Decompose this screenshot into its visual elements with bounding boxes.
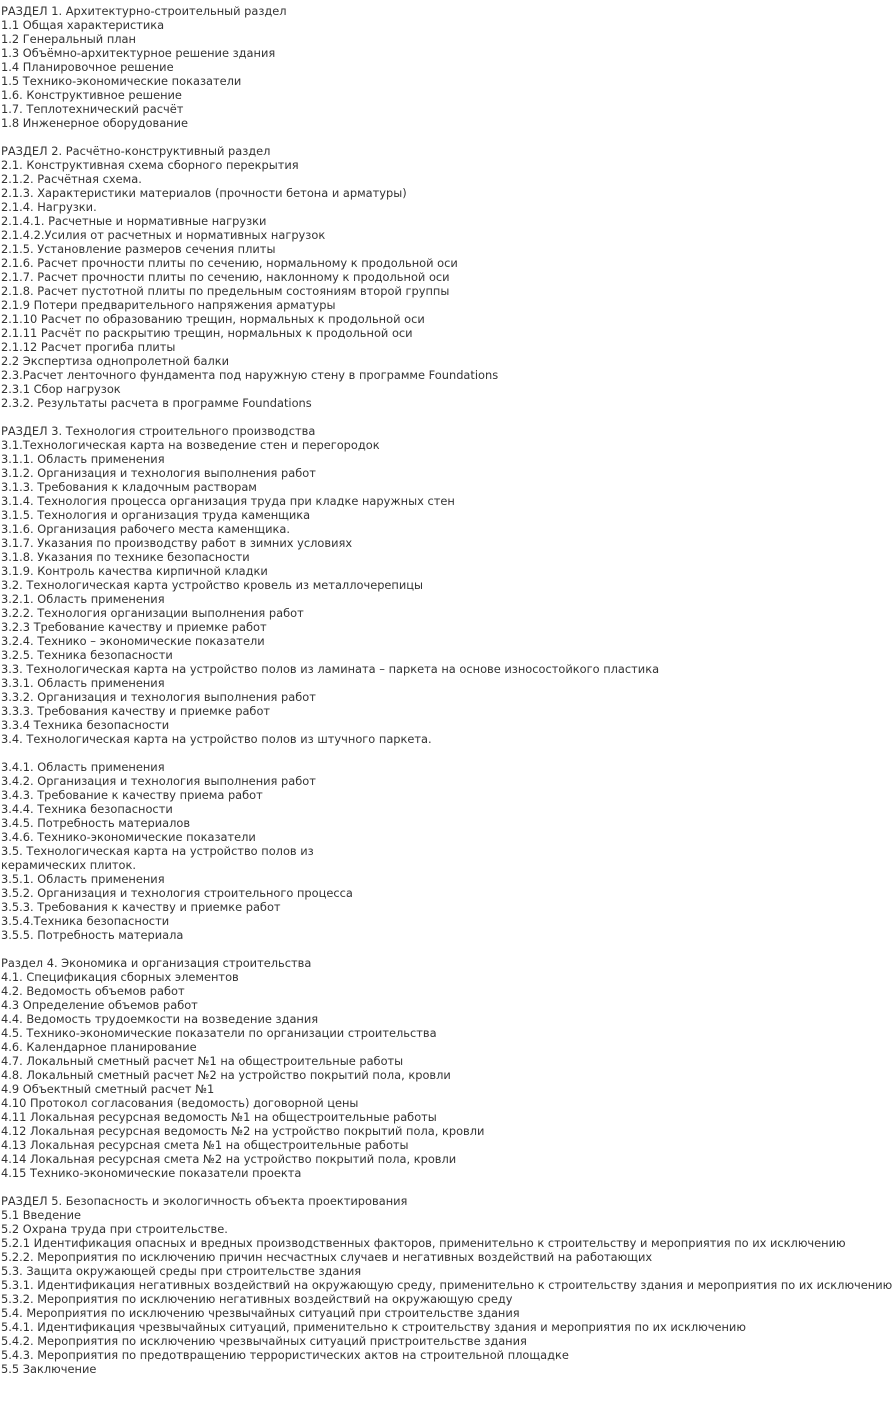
toc-line: РАЗДЕЛ 2. Расчётно-конструктивный раздел (1, 144, 271, 158)
toc-line: 5.1 Введение (1, 1208, 82, 1222)
toc-line: 5.2.1 Идентификация опасных и вредных производственных факторов, применительно к строительству и мероприятия по их исключению (1, 1236, 846, 1250)
toc-line: 4.9 Объектный сметный расчет №1 (1, 1082, 215, 1096)
toc-line: 4.15 Технико-экономические показатели проекта (1, 1166, 302, 1180)
toc-line: 3.1.6. Организация рабочего места каменщика. (1, 522, 291, 536)
toc-line: 3.4.5. Потребность материалов (1, 816, 191, 830)
toc-line: 2.3.Расчет ленточного фундамента под наружную стену в программе Foundations (1, 368, 499, 382)
toc-line: 5.2 Охрана труда при строительстве. (1, 1222, 228, 1236)
toc-line: 4.10 Протокол согласования (ведомость) договорной цены (1, 1096, 359, 1110)
toc-line: 2.1.4.1. Расчетные и нормативные нагрузки (1, 214, 267, 228)
toc-line: 5.4. Мероприятия по исключению чрезвычайных ситуаций при строительстве здания (1, 1306, 520, 1320)
blank-line (0, 410, 700, 424)
toc-line: 4.4. Ведомость трудоемкости на возведение здания (1, 1012, 319, 1026)
toc-line: 3.3. Технологическая карта на устройство полов из ламината – паркета на основе износостойкого пластика (1, 662, 660, 676)
toc-line: 5.4.1. Идентификация чрезвычайных ситуаций, применительно к строительству здания и мероприятия по их исключению (1, 1320, 746, 1334)
toc-line: 4.2. Ведомость объемов работ (1, 984, 185, 998)
toc-line: 3.2.2. Технология организации выполнения работ (1, 606, 304, 620)
toc-line: 4.14 Локальная ресурсная смета №2 на устройство покрытий пола, кровли (1, 1152, 457, 1166)
toc-line: 2.3.2. Результаты расчета в программе Foundations (1, 396, 312, 410)
toc-line: 3.1.7. Указания по производству работ в зимних условиях (1, 536, 353, 550)
toc-line: 3.2.1. Область применения (1, 592, 165, 606)
toc-line: РАЗДЕЛ 5. Безопасность и экологичность объекта проектирования (1, 1194, 408, 1208)
toc-line: 3.5.3. Требования к качеству и приемке работ (1, 900, 281, 914)
toc-line: 3.1.Технологическая карта на возведение стен и перегородок (1, 438, 380, 452)
toc-line: 1.2 Генеральный план (1, 32, 136, 46)
toc-line: 5.3.1. Идентификация негативных воздействий на окружающую среду, применительно к строительству здания и мероприятия по их исключению (1, 1278, 892, 1292)
toc-line: 3.4.4. Техника безопасности (1, 802, 173, 816)
toc-line: 3.4.1. Область применения (1, 760, 165, 774)
toc-line: 3.5. Технологическая карта на устройство полов из (1, 844, 314, 858)
toc-line: 1.5 Технико-экономические показатели (1, 74, 242, 88)
toc-line: 4.12 Локальная ресурсная ведомость №2 на устройство покрытий пола, кровли (1, 1124, 485, 1138)
table-of-contents (0, 4, 892, 1376)
toc-line: 5.2.2. Мероприятия по исключению причин несчастных случаев и негативных воздействий на работающих (1, 1250, 653, 1264)
toc-line: 3.4. Технологическая карта на устройство полов из штучного паркета. (1, 732, 432, 746)
toc-line: 3.1.4. Технология процесса организация труда при кладке наружных стен (1, 494, 455, 508)
toc-line: 2.1.7. Расчет прочности плиты по сечению, наклонному к продольной оси (1, 270, 450, 284)
toc-line: 5.5 Заключение (1, 1362, 97, 1376)
toc-line: 3.1.9. Контроль качества кирпичной кладки (1, 564, 268, 578)
toc-line: 5.3.2. Мероприятия по исключению негативных воздействий на окружающую среду (1, 1292, 513, 1306)
toc-line: 3.2. Технологическая карта устройство кровель из металлочерепицы (1, 578, 424, 592)
toc-line: 5.3. Защита окружающей среды при строительстве здания (1, 1264, 362, 1278)
toc-line: 3.4.6. Технико-экономические показатели (1, 830, 256, 844)
toc-line: 5.4.2. Мероприятия по исключению чрезвычайных ситуаций пристроительстве здания (1, 1334, 527, 1348)
toc-line: 3.1.8. Указания по технике безопасности (1, 550, 250, 564)
toc-line: 2.3.1 Сбор нагрузок (1, 382, 121, 396)
toc-line: 3.5.1. Область применения (1, 872, 165, 886)
toc-line: 2.1. Конструктивная схема сборного перекрытия (1, 158, 299, 172)
toc-line: 4.7. Локальный сметный расчет №1 на общестроительные работы (1, 1054, 404, 1068)
toc-line: 3.2.4. Технико – экономические показатели (1, 634, 265, 648)
toc-line: 3.5.4.Техника безопасности (1, 914, 170, 928)
toc-line: 2.1.6. Расчет прочности плиты по сечению, нормальному к продольной оси (1, 256, 458, 270)
toc-line: 2.2 Экспертиза однопролетной балки (1, 354, 230, 368)
toc-line: 3.4.3. Требование к качеству приема работ (1, 788, 263, 802)
toc-line: 3.5.2. Организация и технология строительного процесса (1, 886, 353, 900)
toc-line: РАЗДЕЛ 1. Архитектурно-строительный раздел (1, 4, 287, 18)
toc-line: 4.8. Локальный сметный расчет №2 на устройство покрытий пола, кровли (1, 1068, 451, 1082)
toc-line: 2.1.9 Потери предварительного напряжения арматуры (1, 298, 336, 312)
toc-line: 2.1.5. Установление размеров сечения плиты (1, 242, 276, 256)
toc-line: 1.1 Общая характеристика (1, 18, 165, 32)
blank-line (0, 746, 700, 760)
toc-line: 2.1.11 Расчёт по раскрытию трещин, нормальных к продольной оси (1, 326, 413, 340)
toc-line: 1.3 Объёмно-архитектурное решение здания (1, 46, 276, 60)
toc-line: 3.3.3. Требования качеству и приемке работ (1, 704, 271, 718)
toc-line: 4.13 Локальная ресурсная смета №1 на общестроительные работы (1, 1138, 409, 1152)
toc-line: 3.5.5. Потребность материала (1, 928, 184, 942)
toc-line: 3.4.2. Организация и технология выполнения работ (1, 774, 316, 788)
toc-line: 3.3.4 Техника безопасности (1, 718, 170, 732)
toc-line: 4.3 Определение объемов работ (1, 998, 198, 1012)
toc-line: 4.6. Календарное планирование (1, 1040, 197, 1054)
toc-line: 3.1.3. Требования к кладочным растворам (1, 480, 257, 494)
toc-line: 2.1.8. Расчет пустотной плиты по предельным состояниям второй группы (1, 284, 450, 298)
toc-line: 1.7. Теплотехнический расчёт (1, 102, 184, 116)
toc-line: 3.2.3 Требование качеству и приемке работ (1, 620, 267, 634)
toc-line: 3.1.1. Область применения (1, 452, 165, 466)
toc-line: 3.2.5. Техника безопасности (1, 648, 173, 662)
blank-line (0, 1180, 700, 1194)
blank-line (0, 130, 700, 144)
toc-line: 2.1.2. Расчётная схема. (1, 172, 142, 186)
toc-line: 4.11 Локальная ресурсная ведомость №1 на общестроительные работы (1, 1110, 437, 1124)
toc-line: 2.1.12 Расчет прогиба плиты (1, 340, 176, 354)
toc-line: 1.6. Конструктивное решение (1, 88, 182, 102)
toc-line: 5.4.3. Мероприятия по предотвращению террористических актов на строительной площадке (1, 1348, 569, 1362)
toc-line: 2.1.3. Характеристики материалов (прочности бетона и арматуры) (1, 186, 407, 200)
toc-line: 2.1.4.2.Усилия от расчетных и нормативных нагрузок (1, 228, 326, 242)
blank-line (0, 942, 700, 956)
toc-line: 3.1.2. Организация и технология выполнения работ (1, 466, 316, 480)
toc-line: 3.3.2. Организация и технология выполнения работ (1, 690, 316, 704)
toc-line: РАЗДЕЛ 3. Технология строительного производства (1, 424, 316, 438)
toc-line: 3.1.5. Технология и организация труда каменщика (1, 508, 311, 522)
toc-line: 4.1. Спецификация сборных элементов (1, 970, 239, 984)
toc-line: 3.3.1. Область применения (1, 676, 165, 690)
toc-line: керамических плиток. (1, 858, 136, 872)
toc-line: 1.4 Планировочное решение (1, 60, 174, 74)
toc-line: 1.8 Инженерное оборудование (1, 116, 189, 130)
toc-line: 2.1.4. Нагрузки. (1, 200, 97, 214)
toc-line: Раздел 4. Экономика и организация строительства (1, 956, 312, 970)
toc-line: 4.5. Технико-экономические показатели по организации строительства (1, 1026, 437, 1040)
toc-line: 2.1.10 Расчет по образованию трещин, нормальных к продольной оси (1, 312, 425, 326)
